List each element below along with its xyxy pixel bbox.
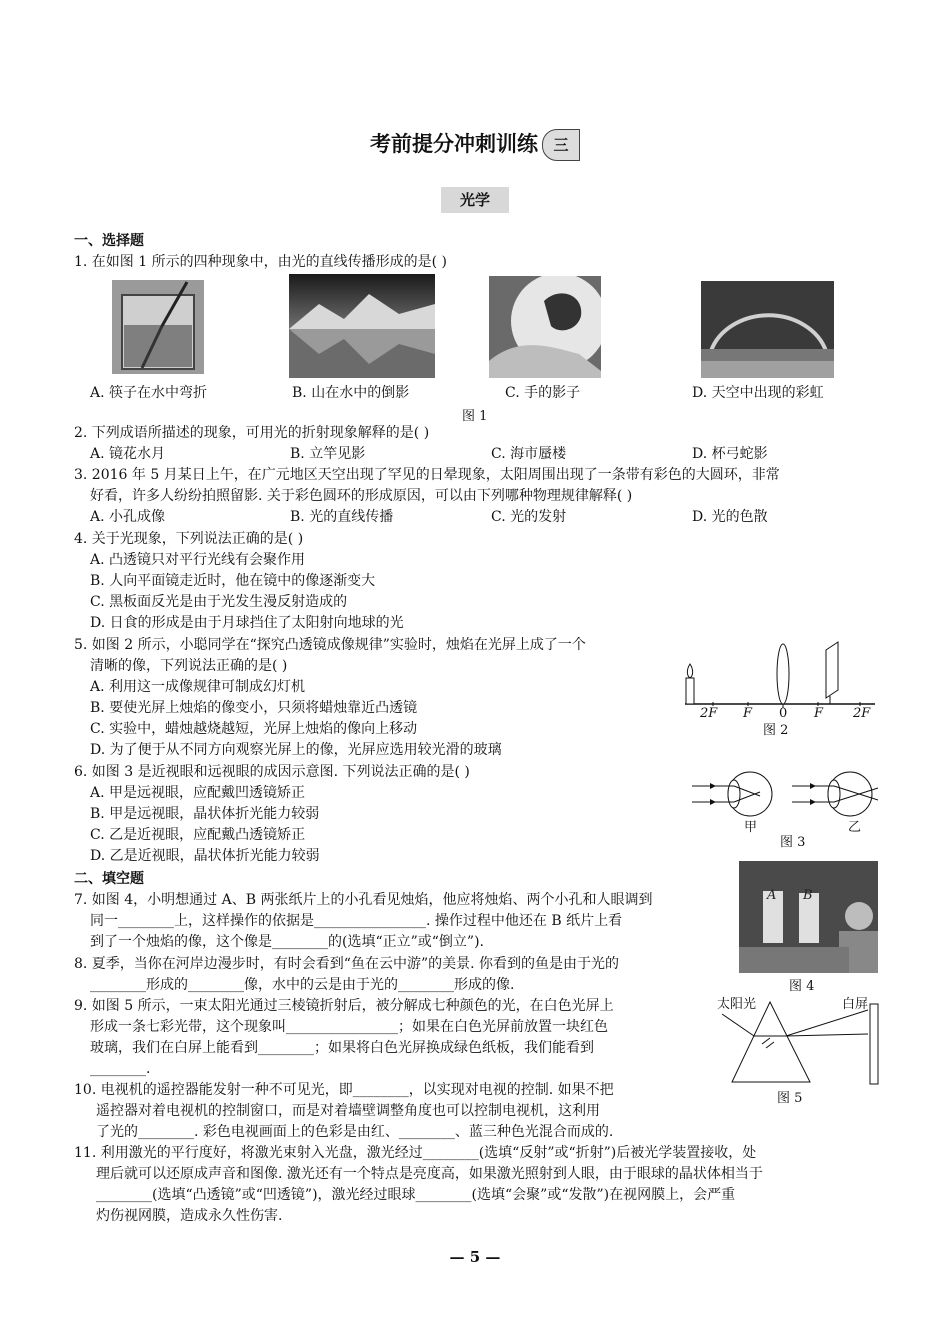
fig2-tick-origin: 0 <box>779 706 788 721</box>
section-choice-heading: 一、选择题 <box>74 233 144 249</box>
q3-line1: 3. 2016 年 5 月某日上午，在广元地区天空出现了罕见的日晕现象，太阳周围出现了一条带有彩色的大圆环，非常 <box>74 467 780 483</box>
q2-option-b: B. 立竿见影 <box>290 446 366 462</box>
q10-line3: 了光的________. 彩色电视画面上的色彩是由红、________、蓝三种色光混合而成的. <box>96 1124 614 1140</box>
page-number: — 5 — <box>449 1248 501 1266</box>
fig2-tick-2f-right: 2F <box>853 706 871 721</box>
q7-line2: 同一________上，这样操作的依据是________________. 操作过程中他还在 B 纸片上看 <box>90 913 623 929</box>
subject-heading: 光学 <box>441 187 509 213</box>
fig3-caption: 图 3 <box>780 835 806 850</box>
q3-option-b: B. 光的直线传播 <box>290 509 394 525</box>
q7-line3: 到了一个烛焰的像，这个像是________的(选填“正立”或“倒立”). <box>90 934 485 950</box>
rainbow-graphic <box>701 281 834 378</box>
q5-line1: 5. 如图 2 所示，小聪同学在“探究凸透镜成像规律”实验时，烛焰在光屏上成了一个 <box>74 637 586 653</box>
fig5-caption: 图 5 <box>777 1091 803 1106</box>
q8-line2: ________形成的________像，水中的云是由于光的________形成的像. <box>90 977 515 993</box>
fig3-label-yi: 乙 <box>848 820 862 835</box>
q1-option-a: A. 筷子在水中弯折 <box>90 385 208 401</box>
q2-option-a: A. 镜花水月 <box>90 446 166 462</box>
title-number-badge: 三 <box>542 129 580 161</box>
q9-line3: 玻璃，我们在白屏上能看到________；如果将白色光屏换成绿色纸板，我们能看到 <box>90 1040 594 1056</box>
q5-option-b: B. 要使光屏上烛焰的像变小，只须将蜡烛靠近凸透镜 <box>90 700 418 716</box>
q5-option-c: C. 实验中，蜡烛越烧越短，光屏上烛焰的像向上移动 <box>90 721 418 737</box>
fig5-sun-label: 太阳光 <box>717 997 757 1012</box>
mountain-graphic <box>289 274 435 378</box>
paper-a-label: A <box>767 888 777 903</box>
q9-line4: ________. <box>90 1061 151 1077</box>
white-screen-icon <box>870 1004 878 1084</box>
convex-lens-icon <box>777 644 789 708</box>
q6-option-b: B. 甲是远视眼，晶状体折光能力较弱 <box>90 806 320 822</box>
fig4-photo <box>739 861 878 973</box>
eye-yi-icon <box>792 772 878 816</box>
eye-jia-icon <box>692 772 772 816</box>
q5-line2: 清晰的像，下列说法正确的是( ) <box>90 658 288 674</box>
q10-line1: 10. 电视机的遥控器能发射一种不可见光，即________，以实现对电视的控制. 如果不把 <box>74 1082 614 1098</box>
fig2-tick-f-right: F <box>814 706 824 721</box>
mountain-reflection-photo <box>289 274 435 378</box>
fig3-eye-diagram <box>690 766 880 822</box>
pinhole-graphic <box>739 861 878 973</box>
q4-option-c: C. 黑板面反光是由于光发生漫反射造成的 <box>90 594 348 610</box>
fig1-caption: 图 1 <box>462 409 488 424</box>
q1-option-d: D. 天空中出现的彩虹 <box>692 385 824 401</box>
page-title <box>0 128 950 161</box>
q2-option-d: D. 杯弓蛇影 <box>692 446 768 462</box>
q11-line4: 灼伤视网膜，造成永久性伤害. <box>96 1208 283 1224</box>
light-screen-icon <box>826 642 838 704</box>
fig3-label-jia: 甲 <box>744 820 758 835</box>
q10-line2: 遥控器对着电视机的控制窗口，而是对着墙壁调整角度也可以控制电视机，这利用 <box>96 1103 600 1119</box>
q1-option-b: B. 山在水中的倒影 <box>292 385 410 401</box>
chopstick-photo <box>112 280 204 374</box>
fig4-caption: 图 4 <box>789 979 815 994</box>
q1-stem: 1. 在如图 1 所示的四种现象中，由光的直线传播形成的是( ) <box>74 254 447 270</box>
q4-option-d: D. 日食的形成是由于月球挡住了太阳射向地球的光 <box>90 615 404 631</box>
q3-line2: 好看，许多人纷纷拍照留影. 关于彩色圆环的形成原因，可以由下列哪种物理规律解释( ) <box>90 488 633 504</box>
q3-option-d: D. 光的色散 <box>692 509 768 525</box>
fig2-tick-2f-left: 2F <box>700 706 718 721</box>
hand-shadow-graphic <box>489 276 601 378</box>
rainbow-photo <box>701 281 834 378</box>
q3-option-c: C. 光的发射 <box>491 509 567 525</box>
q9-line1: 9. 如图 5 所示，一束太阳光通过三棱镜折射后，被分解成七种颜色的光，在白色光屏上 <box>74 998 614 1014</box>
q11-line3: ________(选填“凸透镜”或“凹透镜”)，激光经过眼球________(选填“会聚”或“发散”)在视网膜上，会严重 <box>96 1187 736 1203</box>
q4-option-b: B. 人向平面镜走近时，他在镜中的像逐渐变大 <box>90 573 376 589</box>
q5-option-d: D. 为了便于从不同方向观察光屏上的像，光屏应选用较光滑的玻璃 <box>90 742 502 758</box>
candle-icon <box>686 664 694 704</box>
chopstick-graphic <box>112 280 204 374</box>
q6-option-d: D. 乙是近视眼，晶状体折光能力较弱 <box>90 848 320 864</box>
paper-b-label: B <box>803 888 813 903</box>
q2-stem: 2. 下列成语所描述的现象，可用光的折射现象解释的是( ) <box>74 425 430 441</box>
hand-shadow-photo <box>489 276 601 378</box>
section-fill-heading: 二、填空题 <box>74 871 144 887</box>
q11-line1: 11. 利用激光的平行度好，将激光束射入光盘，激光经过________(选填“反射”或“折射”)后被光学装置接收，处 <box>74 1145 757 1161</box>
q9-line2: 形成一条七彩光带，这个现象叫________________；如果在白色光屏前放置一块红色 <box>90 1019 608 1035</box>
fig5-screen-label: 白屏 <box>842 997 869 1012</box>
q6-option-c: C. 乙是近视眼，应配戴凸透镜矫正 <box>90 827 306 843</box>
q8-line1: 8. 夏季，当你在河岸边漫步时，有时会看到“鱼在云中游”的美景. 你看到的鱼是由于光的 <box>74 956 620 972</box>
q11-line2: 理后就可以还原成声音和图像. 激光还有一个特点是亮度高，如果激光照射到人眼，由于眼球的晶状体相当于 <box>96 1166 763 1182</box>
q6-option-a: A. 甲是远视眼，应配戴凹透镜矫正 <box>90 785 306 801</box>
q7-line1: 7. 如图 4，小明想通过 A、B 两张纸片上的小孔看见烛焰，他应将烛焰、两个小孔和人眼调到 <box>74 892 653 908</box>
q3-option-a: A. 小孔成像 <box>90 509 166 525</box>
fig2-caption: 图 2 <box>763 723 789 738</box>
fig2-tick-f-left: F <box>743 706 753 721</box>
q2-option-c: C. 海市蜃楼 <box>491 446 567 462</box>
page-title-text: 考前提分冲刺训练 <box>370 132 538 156</box>
q4-option-a: A. 凸透镜只对平行光线有会聚作用 <box>90 552 306 568</box>
q1-option-c: C. 手的影子 <box>505 385 581 401</box>
prism-icon <box>732 1002 810 1082</box>
q4-stem: 4. 关于光现象，下列说法正确的是( ) <box>74 531 304 547</box>
q6-stem: 6. 如图 3 是近视眼和远视眼的成因示意图. 下列说法正确的是( ) <box>74 764 470 780</box>
q5-option-a: A. 利用这一成像规律可制成幻灯机 <box>90 679 306 695</box>
